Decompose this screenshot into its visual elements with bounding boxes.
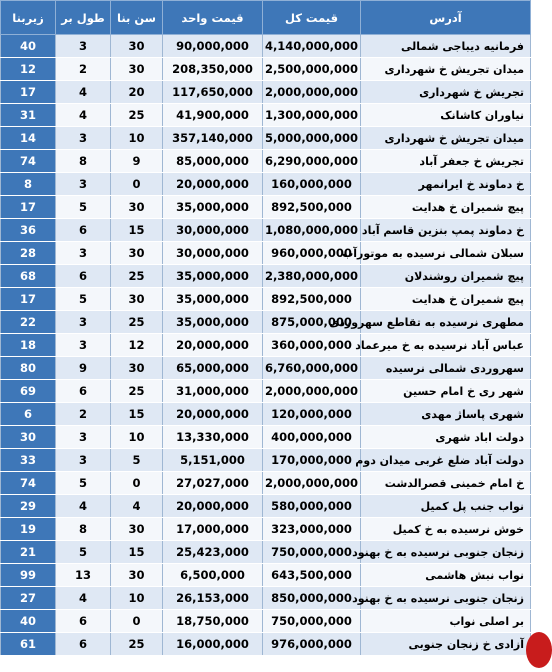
cell-address: نواب جنب پل کمیل [361, 495, 531, 518]
table-row [1, 541, 531, 564]
table-row [1, 357, 531, 380]
table-row [1, 104, 531, 127]
cell-total-price: 643,500,000 [263, 564, 361, 587]
cell-unit-price: 20,000,000 [163, 403, 263, 426]
cell-unit-price: 18,750,000 [163, 610, 263, 633]
cell-length: 6 [56, 610, 111, 633]
cell-total-price: 6,290,000,000 [263, 150, 361, 173]
cell-address: فرمانیه دیباجی شمالی [361, 35, 531, 58]
cell-age: 10 [111, 426, 163, 449]
cell-total-price: 160,000,000 [263, 173, 361, 196]
cell-total-price: 580,000,000 [263, 495, 361, 518]
cell-area: 69 [1, 380, 56, 403]
cell-total-price: 6,760,000,000 [263, 357, 361, 380]
cell-area: 74 [1, 472, 56, 495]
cell-area: 40 [1, 35, 56, 58]
table-row [1, 587, 531, 610]
table-row [1, 518, 531, 541]
cell-age: 12 [111, 334, 163, 357]
cell-length: 6 [56, 380, 111, 403]
cell-unit-price: 30,000,000 [163, 242, 263, 265]
table-row [1, 127, 531, 150]
cell-length: 9 [56, 357, 111, 380]
cell-age: 0 [111, 472, 163, 495]
header-age: سن بنا [111, 1, 163, 35]
table-row [1, 449, 531, 472]
cell-length: 2 [56, 58, 111, 81]
cell-total-price: 400,000,000 [263, 426, 361, 449]
cell-length: 6 [56, 633, 111, 656]
cell-total-price: 1,300,000,000 [263, 104, 361, 127]
cell-address: میدان تجریش خ شهرداری [361, 58, 531, 81]
cell-age: 25 [111, 380, 163, 403]
cell-total-price: 850,000,000 [263, 587, 361, 610]
cell-unit-price: 17,000,000 [163, 518, 263, 541]
cell-age: 30 [111, 288, 163, 311]
cell-total-price: 2,500,000,000 [263, 58, 361, 81]
cell-length: 4 [56, 587, 111, 610]
table-row [1, 242, 531, 265]
cell-area: 61 [1, 633, 56, 656]
cell-length: 3 [56, 242, 111, 265]
header-unit-price: قیمت واحد [163, 1, 263, 35]
cell-address: زنجان جنوبی نرسیده به خ بهنود [361, 541, 531, 564]
cell-length: 4 [56, 495, 111, 518]
cell-total-price: 960,000,000 [263, 242, 361, 265]
cell-area: 40 [1, 610, 56, 633]
cell-address: شهر ری خ امام حسین [361, 380, 531, 403]
header-address: آدرس [361, 1, 531, 35]
cell-unit-price: 117,650,000 [163, 81, 263, 104]
cell-unit-price: 35,000,000 [163, 311, 263, 334]
cell-age: 25 [111, 633, 163, 656]
cell-address: تجریش خ شهرداری [361, 81, 531, 104]
cell-area: 6 [1, 403, 56, 426]
table-row [1, 196, 531, 219]
cell-total-price: 750,000,000 [263, 541, 361, 564]
cell-unit-price: 13,330,000 [163, 426, 263, 449]
cell-area: 31 [1, 104, 56, 127]
cell-total-price: 360,000,000 [263, 334, 361, 357]
cell-age: 30 [111, 58, 163, 81]
cell-length: 5 [56, 541, 111, 564]
table-row [1, 81, 531, 104]
cell-age: 4 [111, 495, 163, 518]
table-row [1, 173, 531, 196]
cell-length: 3 [56, 173, 111, 196]
cell-address: بر اصلی نواب [361, 610, 531, 633]
cell-unit-price: 20,000,000 [163, 495, 263, 518]
cell-area: 21 [1, 541, 56, 564]
cell-address: زنجان جنوبی نرسیده به خ بهنود [361, 587, 531, 610]
cell-total-price: 892,500,000 [263, 288, 361, 311]
cell-address: تجریش خ جعفر آباد [361, 150, 531, 173]
cell-area: 33 [1, 449, 56, 472]
cell-length: 4 [56, 104, 111, 127]
table-row [1, 58, 531, 81]
cell-area: 30 [1, 426, 56, 449]
cell-total-price: 2,000,000,000 [263, 81, 361, 104]
cell-area: 80 [1, 357, 56, 380]
cell-age: 9 [111, 150, 163, 173]
cell-length: 5 [56, 472, 111, 495]
cell-area: 12 [1, 58, 56, 81]
cell-unit-price: 20,000,000 [163, 334, 263, 357]
cell-age: 15 [111, 403, 163, 426]
table-row [1, 35, 531, 58]
cell-age: 20 [111, 81, 163, 104]
header-total-price: قیمت کل [263, 1, 361, 35]
cell-unit-price: 31,000,000 [163, 380, 263, 403]
cell-address: سهروردی شمالی نرسیده [361, 357, 531, 380]
cell-unit-price: 27,027,000 [163, 472, 263, 495]
cell-length: 3 [56, 127, 111, 150]
cell-age: 5 [111, 449, 163, 472]
table-row [1, 610, 531, 633]
cell-address: شهری پاساژ مهدی [361, 403, 531, 426]
cell-age: 30 [111, 242, 163, 265]
cell-area: 29 [1, 495, 56, 518]
cell-age: 15 [111, 219, 163, 242]
cell-unit-price: 5,151,000 [163, 449, 263, 472]
cell-age: 15 [111, 541, 163, 564]
cell-length: 8 [56, 150, 111, 173]
cell-total-price: 976,000,000 [263, 633, 361, 656]
cell-age: 0 [111, 173, 163, 196]
cell-unit-price: 35,000,000 [163, 265, 263, 288]
cell-length: 8 [56, 518, 111, 541]
cell-area: 36 [1, 219, 56, 242]
cell-address: پیچ شمیران خ هدایت [361, 196, 531, 219]
cell-address: پیچ شمیران روشندلان [361, 265, 531, 288]
cell-length: 5 [56, 196, 111, 219]
table-row [1, 426, 531, 449]
cell-total-price: 1,080,000,000 [263, 219, 361, 242]
cell-length: 3 [56, 311, 111, 334]
cell-area: 28 [1, 242, 56, 265]
table-row [1, 403, 531, 426]
cell-address: خ امام خمینی قصرالدشت [361, 472, 531, 495]
cell-address: آزادی خ زنجان جنوبی [361, 633, 531, 656]
cell-area: 22 [1, 311, 56, 334]
table-row [1, 472, 531, 495]
cell-unit-price: 20,000,000 [163, 173, 263, 196]
cell-unit-price: 25,423,000 [163, 541, 263, 564]
cell-unit-price: 41,900,000 [163, 104, 263, 127]
table-row [1, 564, 531, 587]
cell-age: 25 [111, 311, 163, 334]
cell-address: دولت آباد ضلع غربی میدان دوم [361, 449, 531, 472]
cell-area: 8 [1, 173, 56, 196]
cell-age: 30 [111, 564, 163, 587]
cell-address: میدان تجریش خ شهرداری [361, 127, 531, 150]
cell-address: نیاوران کاشانک [361, 104, 531, 127]
cell-area: 27 [1, 587, 56, 610]
cell-area: 74 [1, 150, 56, 173]
cell-address: دولت اباد شهری [361, 426, 531, 449]
cell-area: 17 [1, 288, 56, 311]
cell-length: 5 [56, 288, 111, 311]
cell-total-price: 2,000,000,000 [263, 380, 361, 403]
cell-address: نواب نبش هاشمی [361, 564, 531, 587]
cell-total-price: 120,000,000 [263, 403, 361, 426]
cell-unit-price: 16,000,000 [163, 633, 263, 656]
header-area: زیربنا [1, 1, 56, 35]
cell-address: سبلان شمالی نرسیده به موتورآب [361, 242, 531, 265]
cell-area: 99 [1, 564, 56, 587]
table-row [1, 633, 531, 656]
cell-address: خوش نرسیده به خ کمیل [361, 518, 531, 541]
cell-length: 3 [56, 334, 111, 357]
cell-address: مطهری نرسیده به تقاطع سهروردی [361, 311, 531, 334]
cell-age: 30 [111, 35, 163, 58]
cell-length: 6 [56, 219, 111, 242]
cell-age: 30 [111, 196, 163, 219]
cell-age: 30 [111, 357, 163, 380]
cell-age: 30 [111, 518, 163, 541]
cell-total-price: 5,000,000,000 [263, 127, 361, 150]
cell-age: 0 [111, 610, 163, 633]
cell-length: 6 [56, 265, 111, 288]
cell-unit-price: 30,000,000 [163, 219, 263, 242]
cell-age: 25 [111, 104, 163, 127]
table-row [1, 265, 531, 288]
cell-length: 3 [56, 35, 111, 58]
table-row [1, 288, 531, 311]
table-row [1, 150, 531, 173]
corner-decoration [526, 632, 552, 668]
cell-unit-price: 35,000,000 [163, 196, 263, 219]
table-row [1, 219, 531, 242]
cell-length: 3 [56, 426, 111, 449]
table-row [1, 380, 531, 403]
cell-total-price: 2,000,000,000 [263, 472, 361, 495]
cell-address: خ دماوند پمپ بنزین قاسم آباد [361, 219, 531, 242]
cell-age: 10 [111, 587, 163, 610]
cell-area: 19 [1, 518, 56, 541]
cell-unit-price: 35,000,000 [163, 288, 263, 311]
cell-age: 25 [111, 265, 163, 288]
cell-unit-price: 6,500,000 [163, 564, 263, 587]
cell-unit-price: 65,000,000 [163, 357, 263, 380]
cell-area: 14 [1, 127, 56, 150]
header-row [1, 1, 531, 35]
cell-total-price: 875,000,000 [263, 311, 361, 334]
cell-address: پیچ شمیران خ هدایت [361, 288, 531, 311]
cell-total-price: 170,000,000 [263, 449, 361, 472]
cell-area: 17 [1, 81, 56, 104]
header-length: طول بر [56, 1, 111, 35]
cell-area: 68 [1, 265, 56, 288]
table-row [1, 311, 531, 334]
cell-unit-price: 26,153,000 [163, 587, 263, 610]
cell-area: 17 [1, 196, 56, 219]
cell-address: خ دماوند خ ایرانمهر [361, 173, 531, 196]
cell-length: 4 [56, 81, 111, 104]
cell-unit-price: 357,140,000 [163, 127, 263, 150]
cell-total-price: 750,000,000 [263, 610, 361, 633]
cell-total-price: 4,140,000,000 [263, 35, 361, 58]
cell-unit-price: 85,000,000 [163, 150, 263, 173]
cell-total-price: 2,380,000,000 [263, 265, 361, 288]
cell-length: 2 [56, 403, 111, 426]
cell-total-price: 323,000,000 [263, 518, 361, 541]
cell-unit-price: 90,000,000 [163, 35, 263, 58]
table-row [1, 495, 531, 518]
cell-total-price: 892,500,000 [263, 196, 361, 219]
cell-length: 3 [56, 449, 111, 472]
cell-unit-price: 208,350,000 [163, 58, 263, 81]
table-body [1, 35, 531, 656]
cell-address: عباس آباد نرسیده به خ میرعماد [361, 334, 531, 357]
cell-age: 10 [111, 127, 163, 150]
cell-area: 18 [1, 334, 56, 357]
cell-length: 13 [56, 564, 111, 587]
table-row [1, 334, 531, 357]
